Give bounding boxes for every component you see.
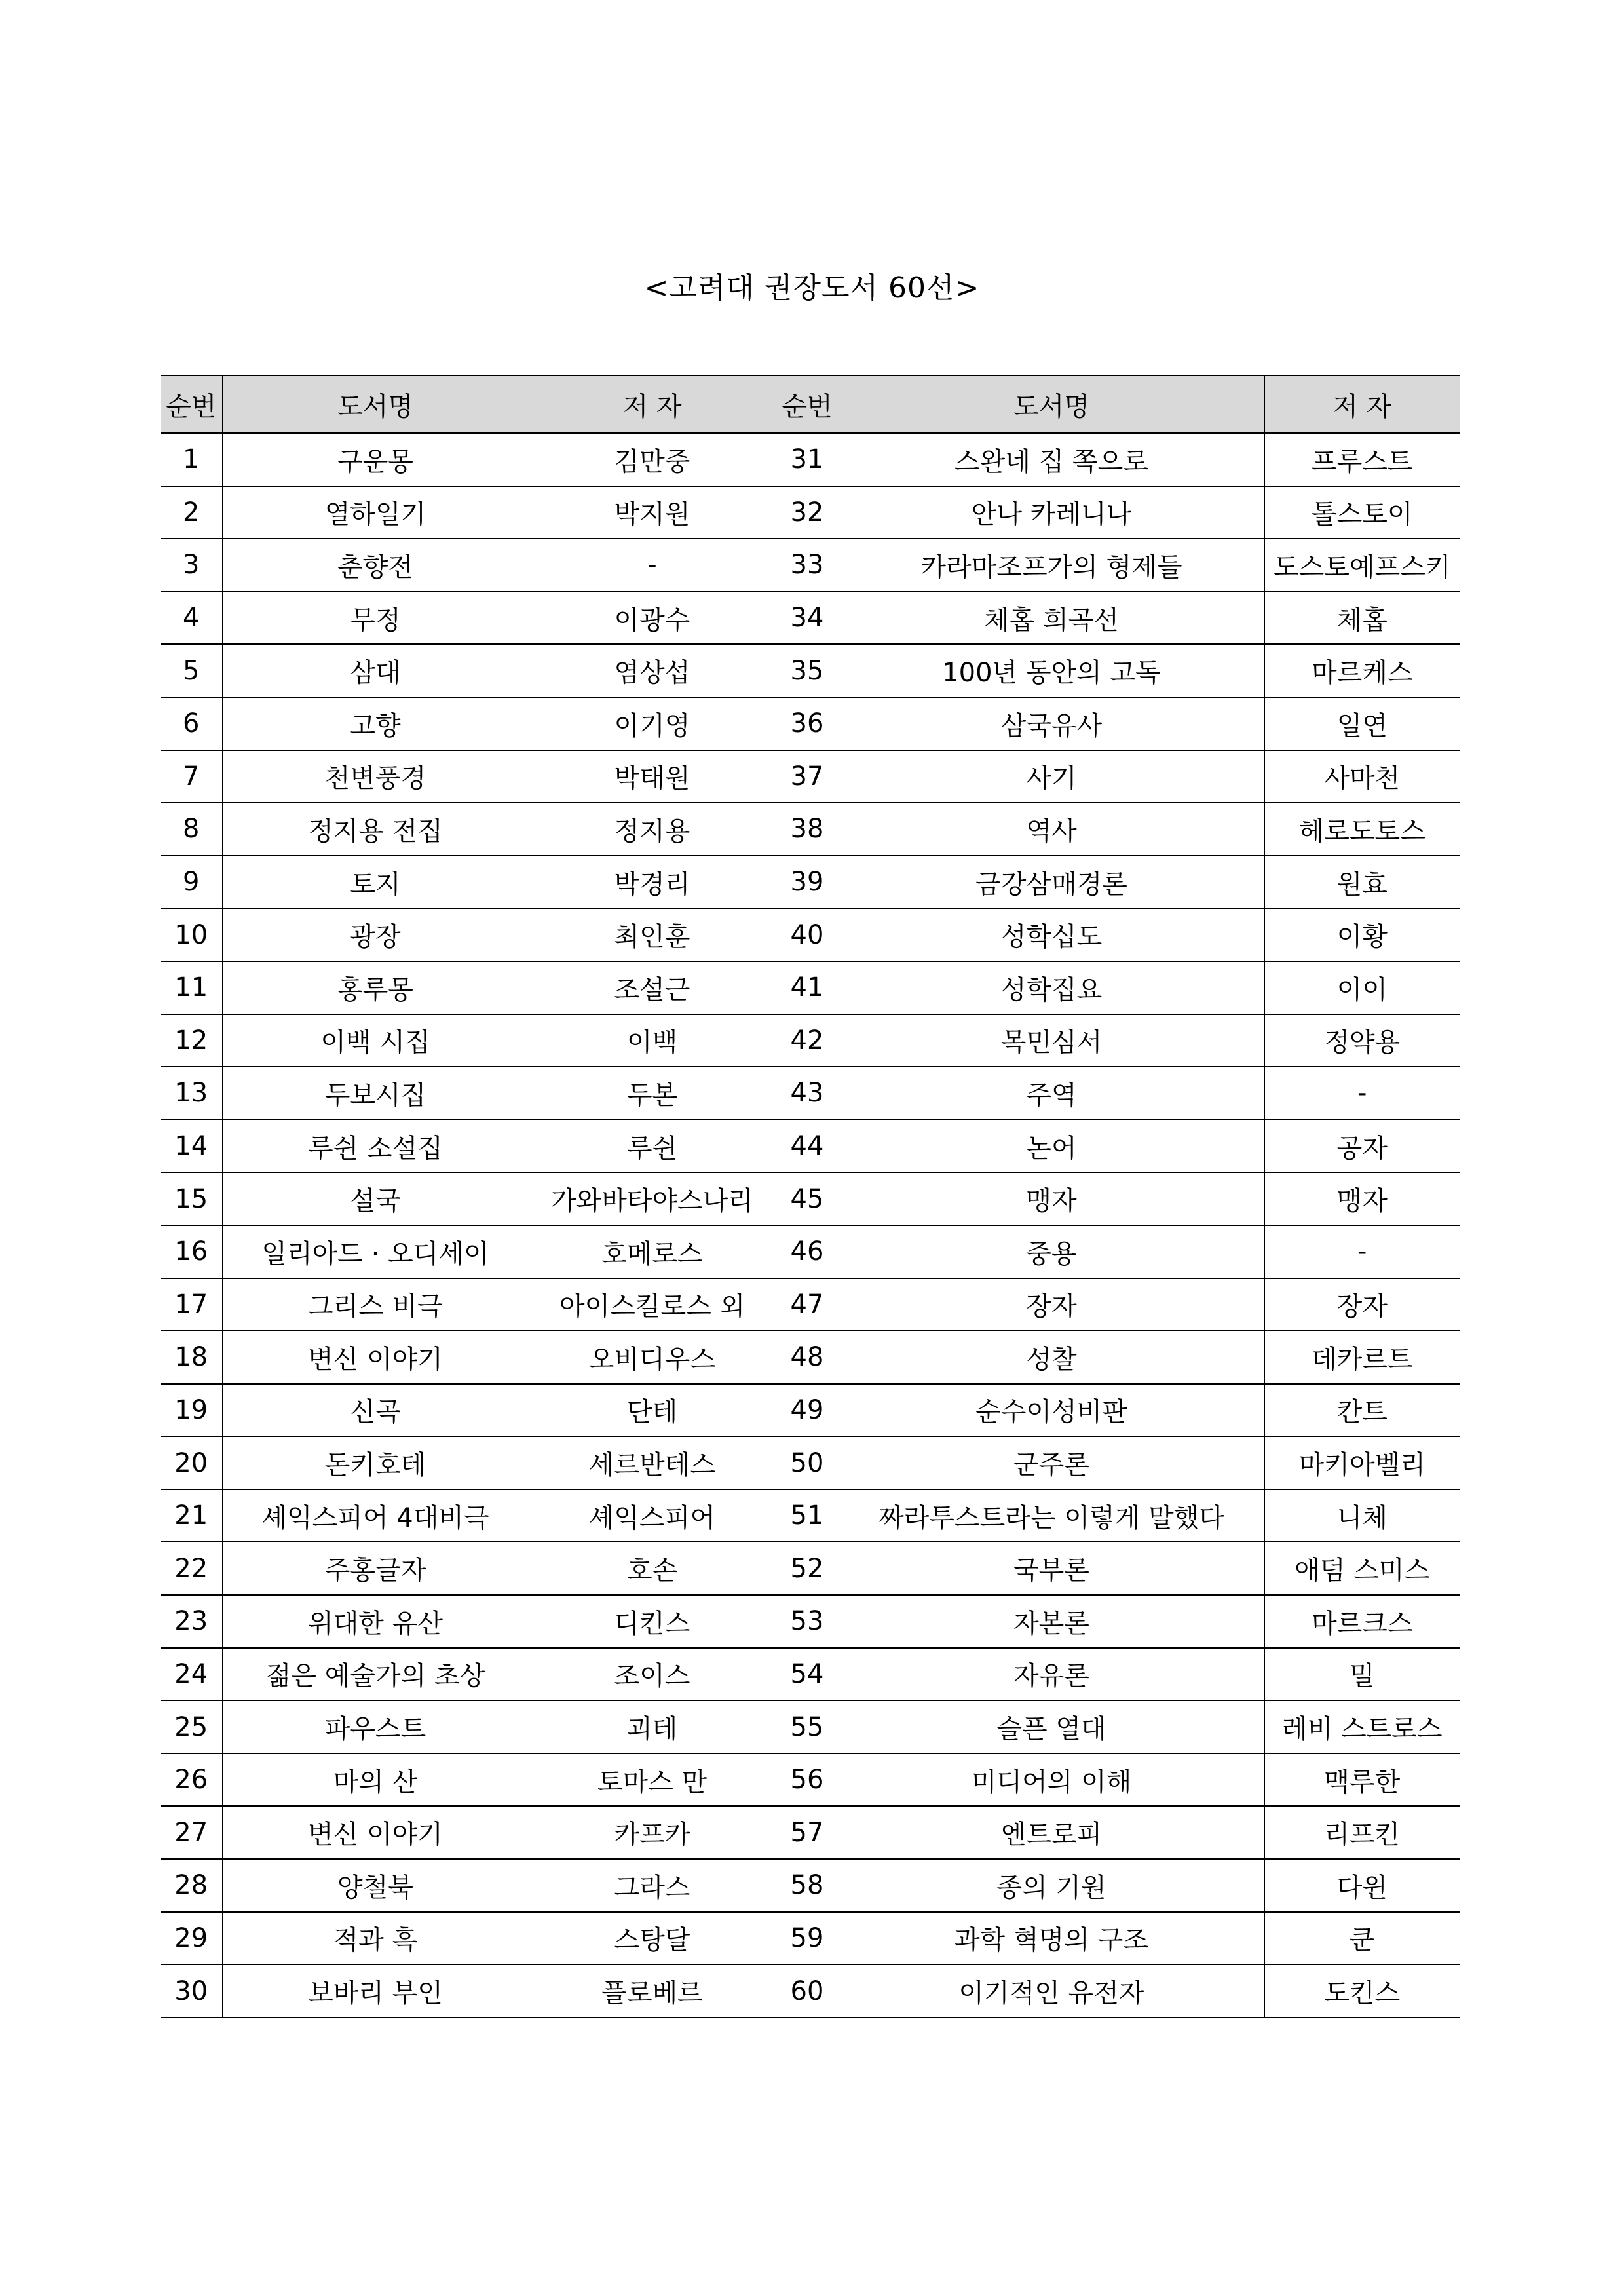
book-title: 주홍글자 — [222, 1542, 529, 1595]
book-number: 8 — [161, 803, 222, 856]
book-author: 데카르트 — [1264, 1331, 1460, 1384]
book-author: 박지원 — [529, 486, 776, 539]
book-number: 37 — [776, 750, 839, 803]
book-number: 35 — [776, 644, 839, 697]
book-number: 24 — [161, 1648, 222, 1701]
book-title: 광장 — [222, 908, 529, 961]
book-number: 41 — [776, 961, 839, 1014]
book-author: 오비디우스 — [529, 1331, 776, 1384]
book-number: 14 — [161, 1120, 222, 1173]
book-title: 슬픈 열대 — [839, 1700, 1264, 1753]
table-row — [161, 644, 1460, 697]
book-title: 주역 — [839, 1067, 1264, 1120]
table-row — [161, 961, 1460, 1014]
book-title: 미디어의 이해 — [839, 1753, 1264, 1807]
book-number: 3 — [161, 539, 222, 592]
book-title: 이기적인 유전자 — [839, 1964, 1264, 2018]
book-title: 엔트로피 — [839, 1806, 1264, 1859]
book-number: 40 — [776, 908, 839, 961]
book-title: 열하일기 — [222, 486, 529, 539]
book-number: 13 — [161, 1067, 222, 1120]
book-number: 34 — [776, 592, 839, 645]
book-number: 21 — [161, 1489, 222, 1542]
book-title: 루쉰 소설집 — [222, 1120, 529, 1173]
table-row — [161, 697, 1460, 750]
book-title: 춘향전 — [222, 539, 529, 592]
book-title: 양철북 — [222, 1859, 529, 1912]
book-title: 천변풍경 — [222, 750, 529, 803]
book-title: 정지용 전집 — [222, 803, 529, 856]
book-author: 세르반테스 — [529, 1436, 776, 1489]
book-number: 12 — [161, 1014, 222, 1067]
book-number: 45 — [776, 1172, 839, 1225]
book-author: 마키아벨리 — [1264, 1436, 1460, 1489]
book-number: 11 — [161, 961, 222, 1014]
book-title: 설국 — [222, 1172, 529, 1225]
book-title: 셰익스피어 4대비극 — [222, 1489, 529, 1542]
table-row — [161, 1753, 1460, 1807]
book-number: 48 — [776, 1331, 839, 1384]
table-row — [161, 750, 1460, 803]
table-row — [161, 1806, 1460, 1859]
book-title: 일리아드 · 오디세이 — [222, 1225, 529, 1278]
book-author: 아이스킬로스 외 — [529, 1278, 776, 1331]
book-title: 군주론 — [839, 1436, 1264, 1489]
book-author: 김만중 — [529, 433, 776, 486]
book-author: 셰익스피어 — [529, 1489, 776, 1542]
book-number: 5 — [161, 644, 222, 697]
book-author: 마르케스 — [1264, 644, 1460, 697]
table-body — [161, 433, 1460, 2018]
book-number: 4 — [161, 592, 222, 645]
table-row — [161, 803, 1460, 856]
book-number: 36 — [776, 697, 839, 750]
book-number: 56 — [776, 1753, 839, 1807]
book-author: 조이스 — [529, 1648, 776, 1701]
book-title: 짜라투스트라는 이렇게 말했다 — [839, 1489, 1264, 1542]
book-title: 종의 기원 — [839, 1859, 1264, 1912]
book-author: 이황 — [1264, 908, 1460, 961]
book-title: 성찰 — [839, 1331, 1264, 1384]
book-title: 고향 — [222, 697, 529, 750]
book-title: 자본론 — [839, 1595, 1264, 1648]
table-row — [161, 1859, 1460, 1912]
book-author: 밀 — [1264, 1648, 1460, 1701]
table-row — [161, 1120, 1460, 1173]
book-title: 순수이성비판 — [839, 1384, 1264, 1437]
book-author: 사마천 — [1264, 750, 1460, 803]
book-title: 과학 혁명의 구조 — [839, 1912, 1264, 1965]
book-number: 10 — [161, 908, 222, 961]
book-author: 정약용 — [1264, 1014, 1460, 1067]
book-author: - — [529, 539, 776, 592]
book-number: 17 — [161, 1278, 222, 1331]
book-author: 헤로도토스 — [1264, 803, 1460, 856]
book-number: 16 — [161, 1225, 222, 1278]
book-author: 일연 — [1264, 697, 1460, 750]
book-author: 염상섭 — [529, 644, 776, 697]
table-row — [161, 1700, 1460, 1753]
book-number: 20 — [161, 1436, 222, 1489]
book-author: 루쉰 — [529, 1120, 776, 1173]
book-number: 23 — [161, 1595, 222, 1648]
book-author: 스탕달 — [529, 1912, 776, 1965]
book-title: 100년 동안의 고독 — [839, 644, 1264, 697]
book-title: 중용 — [839, 1225, 1264, 1278]
book-title: 맹자 — [839, 1172, 1264, 1225]
book-number: 44 — [776, 1120, 839, 1173]
book-title: 적과 흑 — [222, 1912, 529, 1965]
book-title: 변신 이야기 — [222, 1806, 529, 1859]
column-header-title: 도서명 — [839, 375, 1264, 433]
book-number: 7 — [161, 750, 222, 803]
book-author: 그라스 — [529, 1859, 776, 1912]
book-title: 변신 이야기 — [222, 1331, 529, 1384]
book-author: 조설근 — [529, 961, 776, 1014]
table-row — [161, 1225, 1460, 1278]
book-title: 역사 — [839, 803, 1264, 856]
column-header-author: 저 자 — [1264, 375, 1460, 433]
book-author: 최인훈 — [529, 908, 776, 961]
book-number: 27 — [161, 1806, 222, 1859]
table-row — [161, 1278, 1460, 1331]
book-author: 호손 — [529, 1542, 776, 1595]
book-number: 26 — [161, 1753, 222, 1807]
book-number: 18 — [161, 1331, 222, 1384]
book-number: 25 — [161, 1700, 222, 1753]
page-title: <고려대 권장도서 60선> — [644, 271, 980, 305]
book-number: 28 — [161, 1859, 222, 1912]
book-number: 53 — [776, 1595, 839, 1648]
book-title: 성학집요 — [839, 961, 1264, 1014]
book-author: 칸트 — [1264, 1384, 1460, 1437]
table-row — [161, 1489, 1460, 1542]
book-author: 리프킨 — [1264, 1806, 1460, 1859]
book-title: 금강삼매경론 — [839, 856, 1264, 909]
table-row — [161, 433, 1460, 486]
book-title: 그리스 비극 — [222, 1278, 529, 1331]
book-number: 32 — [776, 486, 839, 539]
book-number: 52 — [776, 1542, 839, 1595]
table-row — [161, 1542, 1460, 1595]
book-title: 보바리 부인 — [222, 1964, 529, 2018]
table-row — [161, 539, 1460, 592]
book-title: 신곡 — [222, 1384, 529, 1437]
book-number: 2 — [161, 486, 222, 539]
book-author: 정지용 — [529, 803, 776, 856]
book-author: 괴테 — [529, 1700, 776, 1753]
book-number: 1 — [161, 433, 222, 486]
table-row — [161, 1331, 1460, 1384]
book-title: 젊은 예술가의 초상 — [222, 1648, 529, 1701]
table-row — [161, 1436, 1460, 1489]
book-author: 프루스트 — [1264, 433, 1460, 486]
book-title: 파우스트 — [222, 1700, 529, 1753]
book-author: 디킨스 — [529, 1595, 776, 1648]
book-number: 51 — [776, 1489, 839, 1542]
book-title: 스완네 집 쪽으로 — [839, 433, 1264, 486]
book-author: 두본 — [529, 1067, 776, 1120]
book-title: 위대한 유산 — [222, 1595, 529, 1648]
table-row — [161, 1067, 1460, 1120]
table-row — [161, 486, 1460, 539]
book-title: 장자 — [839, 1278, 1264, 1331]
book-title: 체홉 희곡선 — [839, 592, 1264, 645]
book-number: 29 — [161, 1912, 222, 1965]
column-header-author: 저 자 — [529, 375, 776, 433]
book-title: 돈키호테 — [222, 1436, 529, 1489]
book-title: 안나 카레니나 — [839, 486, 1264, 539]
table-row — [161, 1595, 1460, 1648]
book-author: 이광수 — [529, 592, 776, 645]
book-author: 체홉 — [1264, 592, 1460, 645]
book-author: 카프카 — [529, 1806, 776, 1859]
book-number: 54 — [776, 1648, 839, 1701]
book-author: 니체 — [1264, 1489, 1460, 1542]
book-title: 국부론 — [839, 1542, 1264, 1595]
book-author: 다윈 — [1264, 1859, 1460, 1912]
book-title: 자유론 — [839, 1648, 1264, 1701]
book-title: 두보시집 — [222, 1067, 529, 1120]
book-number: 55 — [776, 1700, 839, 1753]
book-author: 토마스 만 — [529, 1753, 776, 1807]
book-title: 이백 시집 — [222, 1014, 529, 1067]
book-author: 애덤 스미스 — [1264, 1542, 1460, 1595]
book-number: 39 — [776, 856, 839, 909]
book-number: 58 — [776, 1859, 839, 1912]
book-title: 홍루몽 — [222, 961, 529, 1014]
book-title: 성학십도 — [839, 908, 1264, 961]
book-author: 도킨스 — [1264, 1964, 1460, 2018]
book-author: 이백 — [529, 1014, 776, 1067]
table-row — [161, 856, 1460, 909]
book-number: 49 — [776, 1384, 839, 1437]
book-author: 박경리 — [529, 856, 776, 909]
book-number: 19 — [161, 1384, 222, 1437]
book-author: 레비 스트로스 — [1264, 1700, 1460, 1753]
book-author: 마르크스 — [1264, 1595, 1460, 1648]
book-author: 박태원 — [529, 750, 776, 803]
book-number: 22 — [161, 1542, 222, 1595]
table-row — [161, 1014, 1460, 1067]
book-title: 무정 — [222, 592, 529, 645]
book-author: 쿤 — [1264, 1912, 1460, 1965]
book-author: 원효 — [1264, 856, 1460, 909]
book-number: 38 — [776, 803, 839, 856]
book-author: 공자 — [1264, 1120, 1460, 1173]
book-number: 33 — [776, 539, 839, 592]
book-author: - — [1264, 1067, 1460, 1120]
book-title: 사기 — [839, 750, 1264, 803]
book-author: - — [1264, 1225, 1460, 1278]
table-row — [161, 1648, 1460, 1701]
book-author: 플로베르 — [529, 1964, 776, 2018]
book-author: 이기영 — [529, 697, 776, 750]
book-author: 단테 — [529, 1384, 776, 1437]
book-title: 삼대 — [222, 644, 529, 697]
book-number: 59 — [776, 1912, 839, 1965]
book-author: 이이 — [1264, 961, 1460, 1014]
book-number: 47 — [776, 1278, 839, 1331]
book-author: 맹자 — [1264, 1172, 1460, 1225]
book-author: 장자 — [1264, 1278, 1460, 1331]
table-row — [161, 908, 1460, 961]
table-header-row — [161, 375, 1460, 433]
book-number: 50 — [776, 1436, 839, 1489]
table-row — [161, 1384, 1460, 1437]
book-title: 삼국유사 — [839, 697, 1264, 750]
book-number: 15 — [161, 1172, 222, 1225]
book-number: 42 — [776, 1014, 839, 1067]
book-author: 도스토예프스키 — [1264, 539, 1460, 592]
table-row — [161, 1912, 1460, 1965]
book-title: 토지 — [222, 856, 529, 909]
book-author: 가와바타야스나리 — [529, 1172, 776, 1225]
column-header-number: 순번 — [776, 375, 839, 433]
book-list-table — [161, 375, 1460, 2018]
book-number: 43 — [776, 1067, 839, 1120]
table-row — [161, 592, 1460, 645]
book-title: 카라마조프가의 형제들 — [839, 539, 1264, 592]
book-number: 57 — [776, 1806, 839, 1859]
column-header-number: 순번 — [161, 375, 222, 433]
book-number: 30 — [161, 1964, 222, 2018]
book-author: 톨스토이 — [1264, 486, 1460, 539]
book-title: 구운몽 — [222, 433, 529, 486]
table-row — [161, 1172, 1460, 1225]
book-title: 논어 — [839, 1120, 1264, 1173]
column-header-title: 도서명 — [222, 375, 529, 433]
book-author: 호메로스 — [529, 1225, 776, 1278]
book-number: 9 — [161, 856, 222, 909]
book-author: 맥루한 — [1264, 1753, 1460, 1807]
book-title: 마의 산 — [222, 1753, 529, 1807]
book-number: 6 — [161, 697, 222, 750]
book-number: 31 — [776, 433, 839, 486]
book-number: 60 — [776, 1964, 839, 2018]
book-title: 목민심서 — [839, 1014, 1264, 1067]
table-row — [161, 1964, 1460, 2018]
book-number: 46 — [776, 1225, 839, 1278]
